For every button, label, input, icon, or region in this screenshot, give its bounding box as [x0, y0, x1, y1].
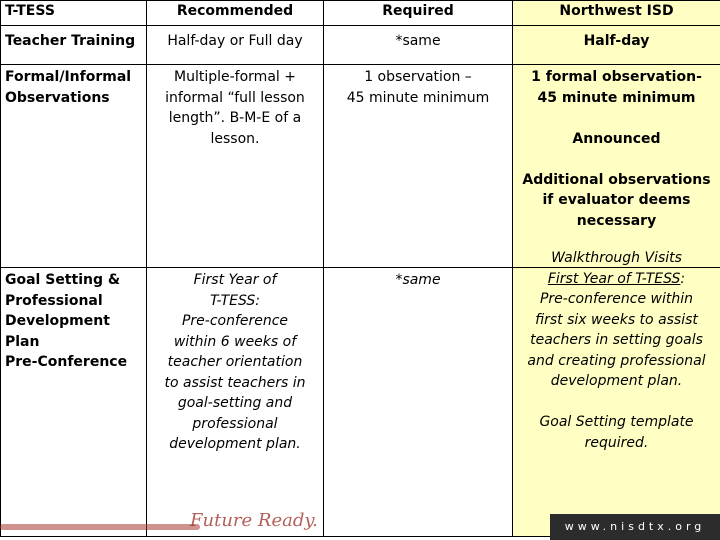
training-required: *same [324, 26, 513, 65]
goal-recommended [147, 268, 324, 537]
goal-nisd [513, 250, 720, 537]
observations-recommended [147, 65, 324, 268]
brand-swoosh [0, 524, 200, 530]
goal-nisd-line: first six weeks to assist [535, 311, 698, 328]
spacer [513, 392, 720, 413]
observations-nisd-line: 45 minute minimum [537, 89, 696, 106]
header-ttess: T-TESS [1, 1, 147, 26]
observations-nisd-line: necessary [576, 212, 657, 229]
training-nisd: Half-day [513, 26, 720, 65]
goal-nisd-template-line: Goal Setting template [539, 414, 694, 430]
spacer [513, 108, 720, 129]
observations-required [324, 65, 513, 268]
goal-label [1, 268, 147, 537]
goal-label-line: Development Plan [5, 313, 110, 350]
observations-required-line: 45 minute minimum [346, 89, 490, 106]
footer-slogan: Future Ready. [190, 510, 318, 531]
goal-recommended-line: T-TESS: [210, 292, 260, 309]
observations-nisd-line: if evaluator deems [542, 192, 691, 208]
header-required: Required [324, 1, 513, 26]
goal-nisd-first-year: First Year of T-TESS [547, 270, 681, 287]
header-recommended: Recommended [147, 1, 324, 26]
goal-recommended-line: within 6 weeks of [173, 333, 297, 350]
goal-recommended-line: to assist teachers in [164, 374, 306, 391]
goal-required: *same [324, 268, 513, 537]
header-northwest-isd: Northwest ISD [513, 1, 720, 26]
training-label: Teacher Training [1, 26, 147, 65]
footer-branding [0, 508, 320, 540]
observations-recommended-line: Multiple-formal + [174, 69, 296, 85]
goal-setting-row [1, 268, 720, 537]
observations-label [1, 65, 147, 268]
observations-nisd-announced: Announced [572, 130, 661, 147]
goal-nisd-line: teachers in setting goals [530, 332, 703, 348]
goal-nisd-walkthrough: Walkthrough Visits [551, 250, 682, 266]
goal-label-line: Pre-Conference [5, 354, 128, 370]
goal-recommended-line: professional [192, 415, 278, 432]
goal-recommended-line: development plan. [169, 436, 301, 452]
goal-recommended-line: Pre-conference [181, 313, 289, 329]
training-row [1, 26, 720, 65]
spacer [513, 149, 720, 170]
goal-nisd-template-line: required. [584, 434, 649, 451]
observations-label-line: Observations [5, 89, 110, 106]
observations-required-line: 1 observation – [364, 69, 472, 85]
observations-recommended-line: length”. B-M-E of a [168, 110, 302, 126]
observations-nisd [513, 65, 720, 268]
observations-recommended-line: informal “full lesson [165, 89, 305, 106]
goal-recommended-line: goal-setting and [177, 395, 293, 411]
goal-nisd-line: Pre-conference within [539, 291, 693, 307]
goal-label-line: Professional [5, 292, 103, 309]
goal-nisd-line: and creating professional [527, 352, 706, 369]
observations-recommended-line: lesson. [210, 130, 260, 147]
goal-nisd-line: development plan. [550, 373, 683, 389]
training-recommended: Half-day or Full day [147, 26, 324, 65]
goal-recommended-line: teacher orientation [167, 354, 303, 370]
footer-website[interactable]: www.nisdtx.org [550, 514, 720, 540]
goal-label-line: Goal Setting & [5, 272, 121, 288]
goal-recommended-line: First Year of [193, 272, 277, 288]
observations-row [1, 65, 720, 268]
goal-nisd-first-year-line [513, 269, 720, 290]
observations-label-line: Formal/Informal [5, 69, 132, 85]
goal-nisd-colon: : [680, 270, 686, 287]
header-row [1, 1, 720, 26]
observations-nisd-line: Additional observations [522, 171, 711, 188]
observations-nisd-line: 1 formal observation- [531, 69, 702, 85]
